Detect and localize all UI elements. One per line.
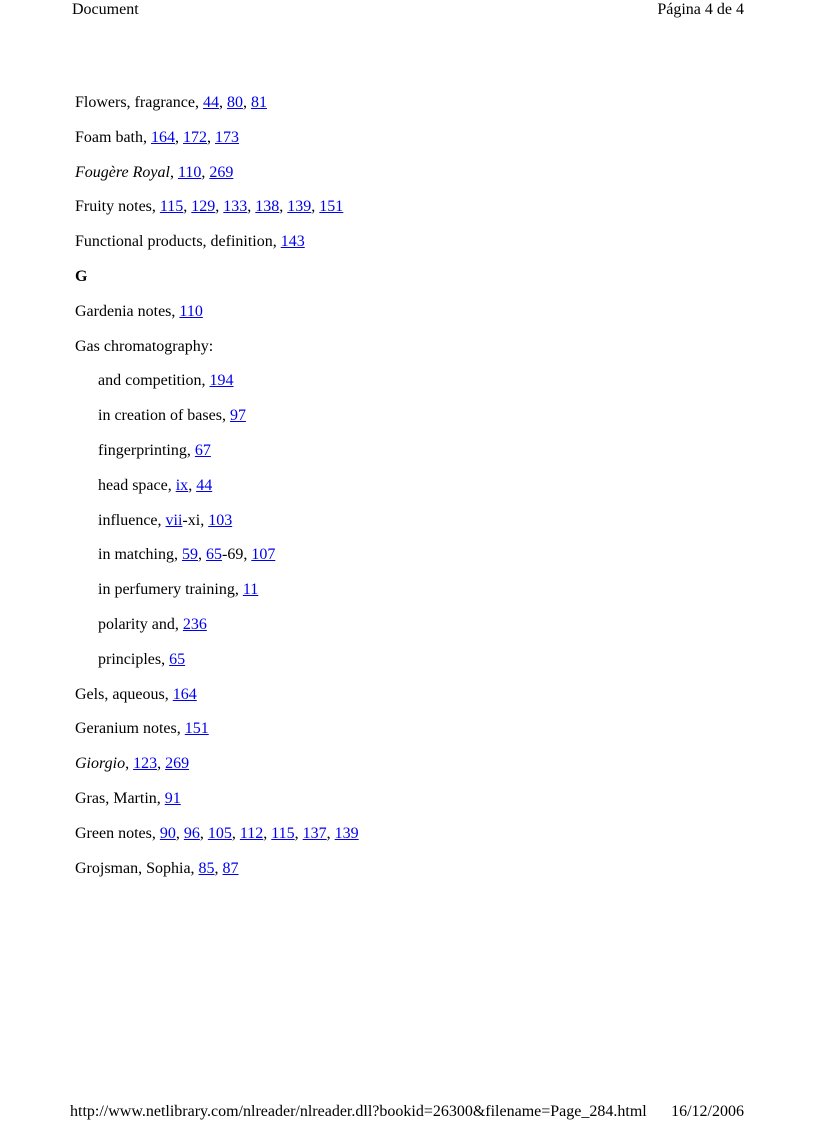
index-text: , xyxy=(311,198,320,216)
page-reference-link[interactable]: 138 xyxy=(255,198,280,216)
page-reference-link[interactable]: 105 xyxy=(207,824,232,842)
page-reference-link[interactable]: 107 xyxy=(251,546,276,564)
index-text: , xyxy=(175,128,183,146)
index-text: in matching, xyxy=(98,546,182,564)
index-text: Foam bath, xyxy=(75,128,151,146)
page-reference-link[interactable]: 139 xyxy=(287,198,312,216)
index-entry xyxy=(75,788,755,823)
page-reference-link[interactable]: 11 xyxy=(242,581,259,599)
index-entry xyxy=(75,196,755,231)
page-reference-link[interactable]: 85 xyxy=(198,859,215,877)
page-reference-link[interactable]: 129 xyxy=(191,198,216,216)
index-text: , xyxy=(263,824,272,842)
page-reference-link[interactable]: 269 xyxy=(165,755,190,773)
page-reference-link[interactable]: 110 xyxy=(179,302,203,320)
page-reference-link[interactable]: 59 xyxy=(181,546,198,564)
page-reference-link[interactable]: 91 xyxy=(164,789,181,807)
page-reference-link[interactable]: 65 xyxy=(205,546,222,564)
index-subentry xyxy=(75,475,755,510)
index-subentry xyxy=(75,510,755,545)
index-subentry xyxy=(75,614,755,649)
index-entry xyxy=(75,823,755,858)
index-letter-heading xyxy=(75,266,755,301)
index-entry xyxy=(75,162,755,197)
page-reference-link[interactable]: 164 xyxy=(151,128,175,146)
index-list xyxy=(75,92,755,892)
index-text: , xyxy=(279,198,288,216)
index-text: , xyxy=(201,163,210,181)
index-entry xyxy=(75,858,755,893)
index-text: Gardenia notes, xyxy=(75,302,180,320)
page-reference-link[interactable]: 103 xyxy=(208,511,233,529)
page-reference-link[interactable]: 236 xyxy=(182,615,207,633)
index-text: Flowers, fragrance, xyxy=(75,94,203,111)
index-text: , xyxy=(175,824,184,842)
footer-date: 16/12/2006 xyxy=(671,1103,744,1120)
index-text: , xyxy=(294,824,303,842)
index-subentry xyxy=(75,579,755,614)
page-reference-link[interactable]: 96 xyxy=(183,824,200,842)
page-reference-link[interactable]: 81 xyxy=(250,94,267,111)
index-entry xyxy=(75,127,755,162)
index-text: in perfumery training, xyxy=(98,581,243,599)
index-entry xyxy=(75,231,755,266)
page-reference-link[interactable]: ix xyxy=(175,476,189,494)
index-entry xyxy=(75,92,755,127)
index-text: -xi, xyxy=(182,511,209,529)
index-term-italic: Giorgio xyxy=(75,755,126,773)
index-text: , xyxy=(199,824,208,842)
index-entry xyxy=(75,684,755,719)
page-reference-link[interactable]: 173 xyxy=(215,128,239,146)
index-text: , xyxy=(157,755,166,773)
index-text: , xyxy=(183,198,192,216)
index-subentry xyxy=(75,649,755,684)
index-text: and competition, xyxy=(98,372,210,390)
index-text: , xyxy=(214,859,223,877)
index-text: , xyxy=(207,128,215,146)
index-subentry xyxy=(75,544,755,579)
index-text: head space, xyxy=(98,476,176,494)
index-text: Grojsman, Sophia, xyxy=(75,859,199,877)
page-reference-link[interactable]: 164 xyxy=(172,685,197,703)
page-reference-link[interactable]: vii xyxy=(165,511,183,529)
page-reference-link[interactable]: 90 xyxy=(159,824,176,842)
index-text: , xyxy=(326,824,335,842)
index-text: fingerprinting, xyxy=(98,441,195,459)
page-reference-link[interactable]: 143 xyxy=(280,233,305,251)
index-subentry xyxy=(75,440,755,475)
index-entry xyxy=(75,718,755,753)
index-entry xyxy=(75,336,755,371)
index-entry xyxy=(75,301,755,336)
index-subentry xyxy=(75,370,755,405)
page-reference-link[interactable]: 97 xyxy=(229,407,246,425)
index-text: polarity and, xyxy=(98,615,183,633)
index-text: Gras, Martin, xyxy=(75,789,165,807)
page-reference-link[interactable]: 80 xyxy=(226,94,243,111)
page-reference-link[interactable]: 65 xyxy=(169,650,186,668)
index-text: Gels, aqueous, xyxy=(75,685,173,703)
page-reference-link[interactable]: 123 xyxy=(133,755,158,773)
page-reference-link[interactable]: 44 xyxy=(202,94,219,111)
footer-url: http://www.netlibrary.com/nlreader/nlreader.dll?bookid=26300&filename=Page_284.html xyxy=(70,1103,647,1120)
index-text: influence, xyxy=(98,511,166,529)
page-reference-link[interactable]: 115 xyxy=(159,198,184,216)
index-text: , xyxy=(125,755,134,773)
page-reference-link[interactable]: 151 xyxy=(184,720,209,738)
index-text: , xyxy=(242,94,251,111)
index-text: , xyxy=(218,94,227,111)
document-title: Document xyxy=(72,1,139,18)
page-reference-link[interactable]: 172 xyxy=(183,128,207,146)
index-text: Gas chromatography: xyxy=(75,337,214,355)
page-reference-link[interactable]: 133 xyxy=(223,198,248,216)
index-text: , xyxy=(231,824,240,842)
page-reference-link[interactable]: 112 xyxy=(239,824,264,842)
page-reference-link[interactable]: 137 xyxy=(302,824,327,842)
index-text: Functional products, definition, xyxy=(75,233,281,251)
index-text: -69, xyxy=(221,546,252,564)
index-text: , xyxy=(215,198,224,216)
page-reference-link[interactable]: 115 xyxy=(271,824,295,842)
index-text: Fruity notes, xyxy=(75,198,160,216)
index-text: principles, xyxy=(98,650,170,668)
index-text: G xyxy=(75,267,88,285)
page-number-label: Página 4 de 4 xyxy=(657,1,744,18)
index-entry xyxy=(75,753,755,788)
page-reference-link[interactable]: 110 xyxy=(177,163,202,181)
page-reference-link[interactable]: 67 xyxy=(194,441,211,459)
index-text: Green notes, xyxy=(75,824,160,842)
index-text: , xyxy=(247,198,256,216)
page-reference-link[interactable]: 269 xyxy=(209,163,234,181)
page-reference-link[interactable]: 44 xyxy=(196,476,213,494)
index-text: , xyxy=(197,546,206,564)
index-text: Geranium notes, xyxy=(75,720,185,738)
page-reference-link[interactable]: 87 xyxy=(222,859,239,877)
index-text: , xyxy=(188,476,197,494)
index-term-italic: Fougère Royal xyxy=(75,163,170,181)
page-reference-link[interactable]: 139 xyxy=(334,824,359,842)
index-text: in creation of bases, xyxy=(98,407,230,425)
index-subentry xyxy=(75,405,755,440)
page-reference-link[interactable]: 194 xyxy=(209,372,234,390)
page-reference-link[interactable]: 151 xyxy=(319,198,344,216)
index-text: , xyxy=(169,163,178,181)
